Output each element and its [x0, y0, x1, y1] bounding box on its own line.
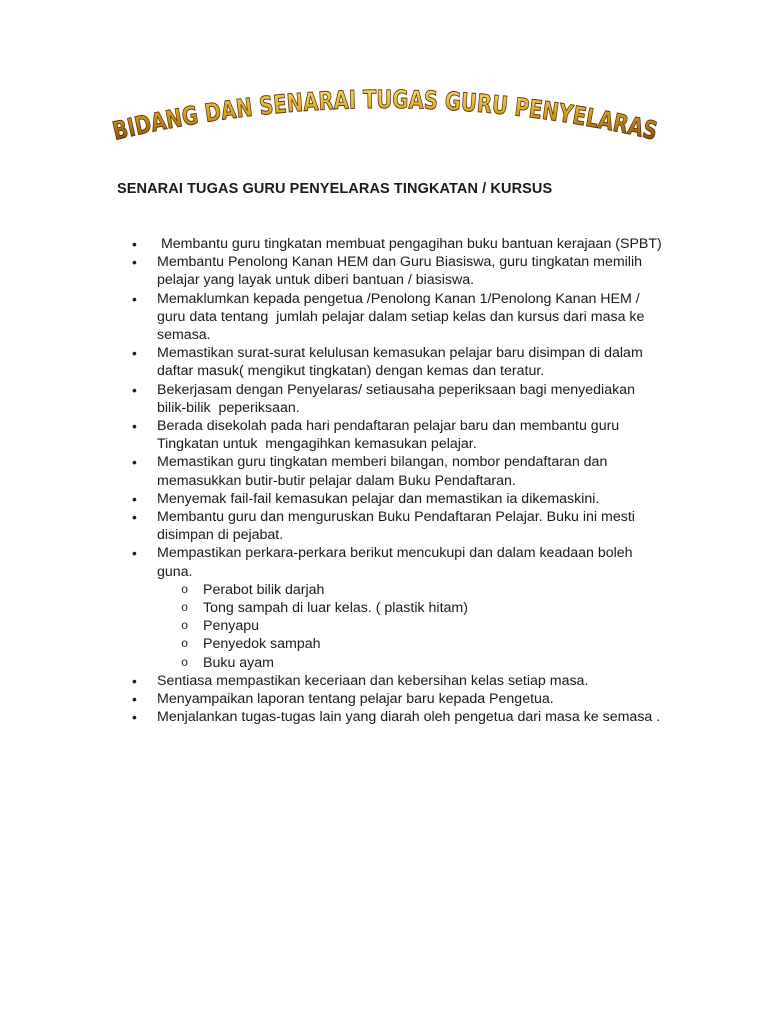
- wordart-text: [109, 84, 665, 147]
- sub-list: [157, 581, 662, 672]
- bullet-icon: •: [132, 509, 137, 526]
- duty-text: Membantu guru tingkatan membuat pengagihan buku bantuan kerajaan (SPBT): [157, 236, 662, 252]
- bullet-icon: •: [132, 290, 137, 307]
- bullet-icon: •: [132, 490, 137, 507]
- sub-item: [157, 599, 662, 617]
- bullet-icon: •: [132, 454, 137, 471]
- duty-text: Menyemak fail-fail kemasukan pelajar dan memastikan ia dikemaskini.: [157, 490, 600, 507]
- duty-item: [117, 344, 662, 380]
- duty-item: [117, 235, 662, 253]
- duty-item: [117, 690, 662, 708]
- wordart-title: [105, 82, 665, 150]
- sub-item-text: Tong sampah di luar kelas. ( plastik hitam): [203, 600, 468, 617]
- sub-item-text: Penyapu: [203, 618, 260, 635]
- circle-bullet-icon: o: [181, 637, 189, 652]
- sub-item-text: Buku ayam: [203, 654, 274, 671]
- duty-item: [117, 453, 662, 489]
- circle-bullet-icon: o: [181, 582, 189, 597]
- bullet-icon: •: [132, 545, 137, 562]
- duty-text: Memastikan guru tingkatan memberi bilangan, nombor pendaftaran dan memasukkan butir-butir pelajar dalam Buku Pendaftaran.: [157, 454, 612, 489]
- circle-bullet-icon: o: [181, 601, 189, 616]
- sub-item: [157, 617, 662, 635]
- sub-item: [157, 581, 662, 599]
- bullet-icon: •: [132, 254, 137, 271]
- duty-text: Menyampaikan laporan tentang pelajar baru kepada Pengetua.: [157, 691, 554, 708]
- bullet-icon: •: [132, 236, 137, 252]
- duty-item: [117, 544, 662, 671]
- duty-text: Membantu guru dan menguruskan Buku Pendaftaran Pelajar. Buku ini mesti disimpan di pejabat.: [157, 509, 639, 544]
- duty-item: [117, 417, 662, 453]
- duty-item: [117, 490, 662, 508]
- duty-text: Membantu Penolong Kanan HEM dan Guru Biasiswa, guru tingkatan memilih pelajar yang layak untuk diberi bantuan / biasiswa.: [157, 254, 646, 289]
- duty-text: Berada disekolah pada hari pendaftaran pelajar baru dan membantu guru Tingkatan untuk mengagihkan kemasukan pelajar.: [157, 418, 623, 453]
- bullet-icon: •: [132, 418, 137, 435]
- duty-list: [117, 235, 662, 726]
- bullet-icon: •: [132, 381, 137, 398]
- duty-text: Memaklumkan kepada pengetua /Penolong Kanan 1/Penolong Kanan HEM / guru data tentang jumlah pelajar dalam setiap kelas dan kursus dari masa ke semasa.: [157, 290, 649, 344]
- page-heading: SENARAI TUGAS GURU PENYELARAS TINGKATAN / KURSUS: [117, 181, 553, 197]
- bullet-icon: •: [132, 709, 137, 726]
- duty-item: [117, 672, 662, 690]
- sub-item-text: Perabot bilik darjah: [203, 581, 325, 598]
- duty-item: [117, 508, 662, 544]
- duty-text: Menjalankan tugas-tugas lain yang diarah oleh pengetua dari masa ke semasa .: [157, 709, 661, 726]
- circle-bullet-icon: o: [181, 619, 189, 634]
- duty-item: [117, 253, 662, 289]
- sub-item: [157, 654, 662, 672]
- duty-item: [117, 290, 662, 345]
- duty-text: Memastikan surat-surat kelulusan kemasukan pelajar baru disimpan di dalam daftar masuk( mengikut tingkatan) dengan kemas dan teratur.: [157, 345, 647, 380]
- sub-item-text: Penyedok sampah: [203, 636, 321, 653]
- bullet-icon: •: [132, 691, 137, 708]
- duty-item: [117, 708, 662, 726]
- wordart-textpath: BIDANG DAN SENARAI TUGAS GURU PENYELARAS: [109, 84, 665, 147]
- duty-text: Sentiasa mempastikan keceriaan dan kebersihan kelas setiap masa.: [157, 672, 589, 689]
- duty-item: [117, 381, 662, 417]
- circle-bullet-icon: o: [181, 655, 189, 670]
- duty-text: Bekerjasam dengan Penyelaras/ setiausaha peperiksaan bagi menyediakan bilik-bilik peperiksaan.: [157, 381, 639, 416]
- sub-item: [157, 635, 662, 653]
- bullet-icon: •: [132, 345, 137, 362]
- duty-text: Mempastikan perkara-perkara berikut mencukupi dan dalam keadaan boleh guna.: [157, 545, 637, 580]
- wordart-title-graphic: [105, 82, 665, 150]
- bullet-icon: •: [132, 672, 137, 689]
